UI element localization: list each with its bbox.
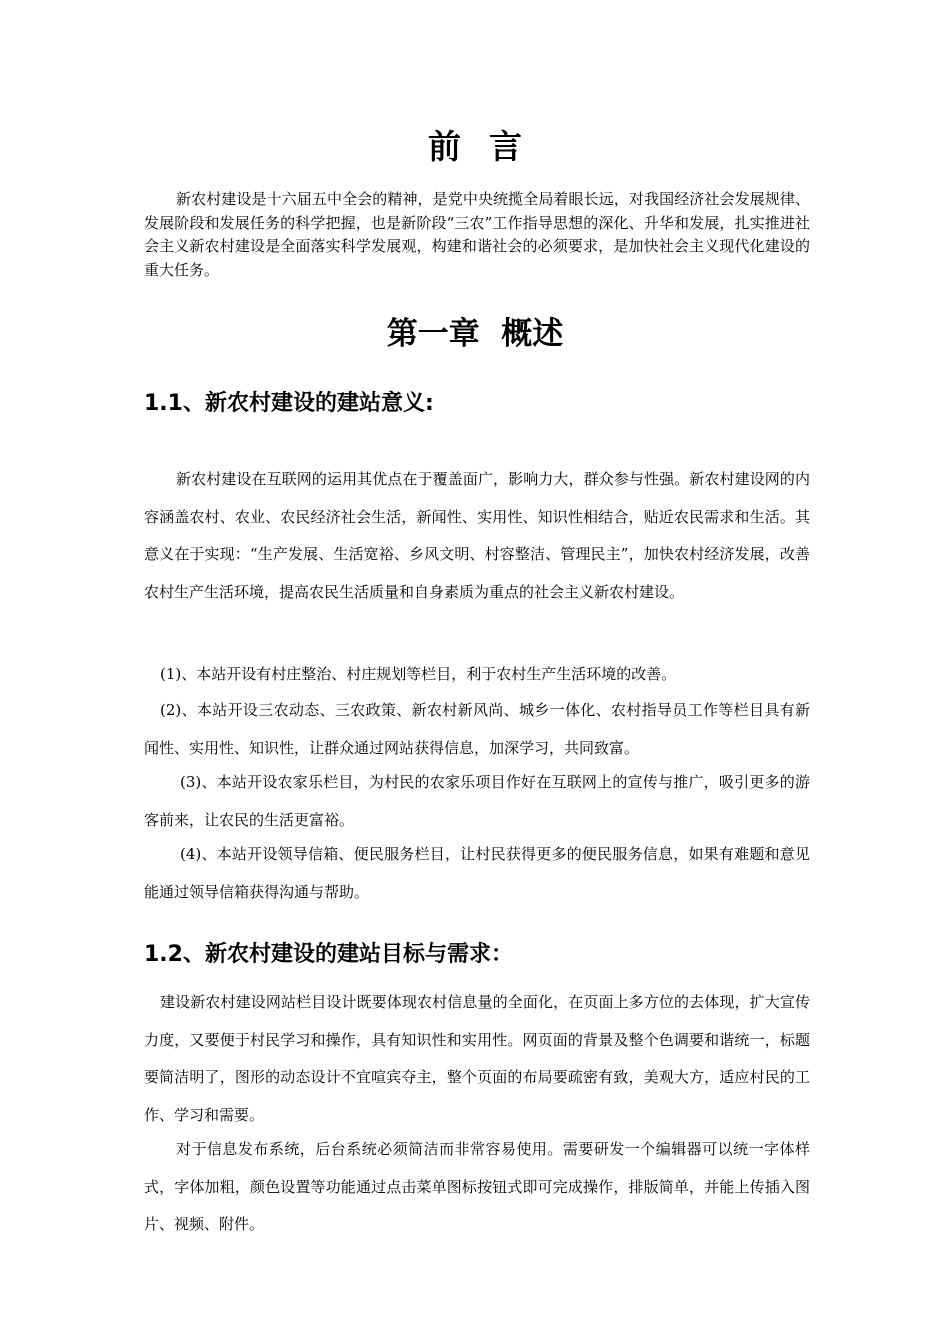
- section-1-1-heading: 1.1、新农村建设的建站意义:: [144, 391, 434, 416]
- preface-title: 前言: [428, 127, 550, 166]
- section-1-1-item-4: (4)、本站开设领导信箱、便民服务栏目，让村民获得更多的便民服务信息，如果有难题和意见能通过领导信箱获得沟通与帮助。: [144, 845, 810, 901]
- section-1-2-para-2: 对于信息发布系统，后台系统必须简洁而非常容易使用。需要研发一个编辑器可以统一字体样式，字体加粗，颜色设置等功能通过点击菜单图标按钮式即可完成操作，排版简单，并能上传插入图片、视频、附件。: [144, 1140, 810, 1233]
- section-1-2-heading: 1.2、新农村建设的建站目标与需求：: [144, 942, 513, 967]
- section-1-1-item-1: (1)、本站开设有村庄整治、村庄规划等栏目，利于农村生产生活环境的改善。: [160, 665, 677, 683]
- preface-body: 新农村建设是十六届五中全会的精神，是党中央统揽全局着眼长远，对我国经济社会发展规律、发展阶段和发展任务的科学把握，也是新阶段“三农”工作指导思想的深化、升华和发展，扎实推进社会主义新农村建设是全面落实科学发展观，构建和谐社会的必须要求，是加快社会主义现代化建设的重大任务。: [144, 190, 810, 279]
- section-1-1-item-3: (3)、本站开设农家乐栏目，为村民的农家乐项目作好在互联网上的宣传与推广，吸引更多的游客前来，让农民的生活更富裕。: [144, 773, 810, 829]
- chapter-title: 第一章 概述: [386, 316, 564, 352]
- section-1-1-intro: 新农村建设在互联网的运用其优点在于覆盖面广，影响力大，群众参与性强。新农村建设网的内容涵盖农村、农业、农民经济社会生活，新闻性、实用性、知识性相结合，贴近农民需求和生活。其意义在于实现：“生产发展、生活宽裕、乡风文明、村容整洁、管理民主”，加快农村经济发展，改善农村生产生活环境，提高农民生活质量和自身素质为重点的社会主义新农村建设。: [144, 470, 810, 601]
- section-1-2-para-1: 建设新农村建设网站栏目设计既要体现农村信息量的全面化，在页面上多方位的去体现，扩大宣传力度，又要便于村民学习和操作，具有知识性和实用性。网页面的背景及整个色调要和谐统一，标题要简洁明了，图形的动态设计不宜喧宾夺主，整个页面的布局要疏密有致，美观大方，适应村民的工作、学习和需要。: [144, 993, 810, 1124]
- section-1-1-item-2: (2)、本站开设三农动态、三农政策、新农村新风尚、城乡一体化、农村指导员工作等栏目具有新闻性、实用性、知识性，让群众通过网站获得信息，加深学习，共同致富。: [144, 701, 810, 757]
